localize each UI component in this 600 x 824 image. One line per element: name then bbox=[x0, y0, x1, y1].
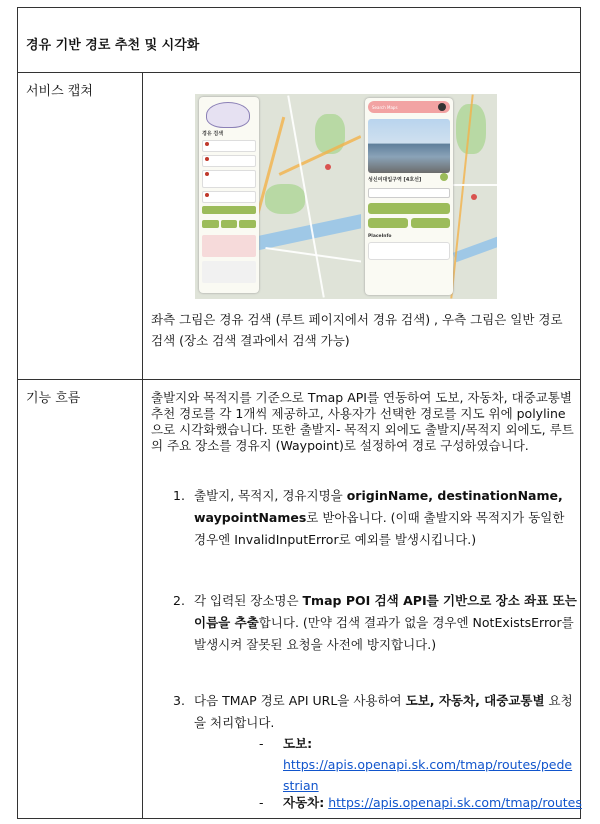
flow-label: 기능 흐름 bbox=[18, 380, 143, 818]
service-screenshots bbox=[195, 94, 497, 299]
place-name: 성신여대입구역 [4호선] bbox=[368, 177, 422, 183]
car-api-link[interactable]: https://apis.openapi.sk.com/tmap/routes bbox=[328, 795, 582, 810]
place-photo bbox=[368, 119, 450, 173]
placeinfo-card[interactable] bbox=[368, 242, 450, 260]
waypoint-search-panel bbox=[199, 97, 259, 293]
capture-caption: 좌측 그림은 경유 검색 (루트 페이지에서 경유 검색) , 우측 그림은 일반 경로 검색 (장소 검색 결과에서 검색 가능) bbox=[151, 312, 563, 348]
flow-row bbox=[18, 380, 580, 818]
place-detail-panel bbox=[365, 98, 453, 295]
map-search-bar[interactable] bbox=[368, 101, 450, 113]
capture-row bbox=[18, 73, 580, 380]
place-input[interactable] bbox=[368, 188, 450, 198]
flow-step-3: 3. 다음 TMAP 경로 API URL을 사용하여 도보, 자동차, 대중교통별 요청을 처리합니다. bbox=[173, 693, 573, 730]
capture-content bbox=[143, 73, 580, 379]
start-button[interactable] bbox=[368, 218, 408, 228]
pedestrian-api-link[interactable]: https://apis.openapi.sk.com/tmap/routes/pedestrian bbox=[283, 757, 573, 793]
route-search-button[interactable] bbox=[202, 206, 256, 214]
favorite-icon[interactable] bbox=[440, 173, 448, 181]
document-title: 경유 기반 경로 추천 및 시각화 bbox=[18, 8, 580, 73]
capture-label: 서비스 캡쳐 bbox=[18, 73, 143, 379]
waypoint-search-title: 경유 검색 bbox=[202, 131, 224, 137]
avatar[interactable] bbox=[438, 103, 446, 111]
map-search-placeholder: Search Maps bbox=[372, 104, 398, 110]
placeinfo-heading: PlaceInfo bbox=[368, 234, 392, 239]
document-table bbox=[17, 7, 581, 819]
waypoint-search-screenshot bbox=[195, 94, 361, 299]
flow-intro: 출발지와 목적지를 기준으로 Tmap API를 연동하여 도보, 자동차, 대중교통별 추천 경로를 각 1개씩 제공하고, 사용자가 선택한 경로를 지도 위에 polyline으로 시각화했습니다. 또한 출발지- 목적지 외에도 출발지/목적지 외에도, 루트의 주요 장소를 경유지 (Waypoint)로 설정하여 경로 구성하였습니다. bbox=[151, 390, 574, 453]
flow-content bbox=[143, 380, 580, 818]
pedestrian-api-item: - 도보: https://apis.openapi.sk.com/tmap/routes/pedestrian bbox=[259, 736, 573, 793]
flow-step-1: 1. 출발지, 목적지, 경유지명을 originName, destinationName, waypointNames로 받아옵니다. (이때 출발지와 목적지가 동일한 경우엔 InvalidInputError로 예외를 발생시킵니다.) bbox=[173, 488, 565, 547]
mascot-icon bbox=[206, 102, 250, 128]
route-search-screenshot bbox=[361, 94, 497, 299]
end-button[interactable] bbox=[411, 218, 451, 228]
route-search-button[interactable] bbox=[368, 203, 450, 214]
flow-step-2: 2. 각 입력된 장소명은 Tmap POI 검색 API를 기반으로 장소 좌표 또는 이름을 추출합니다. (만약 검색 결과가 없을 경우엔 NotExistsError를 발생시켜 잘못된 요청을 사전에 방지합니다.) bbox=[173, 593, 577, 652]
car-api-item: - 자동차: https://apis.openapi.sk.com/tmap/routes bbox=[259, 795, 582, 810]
